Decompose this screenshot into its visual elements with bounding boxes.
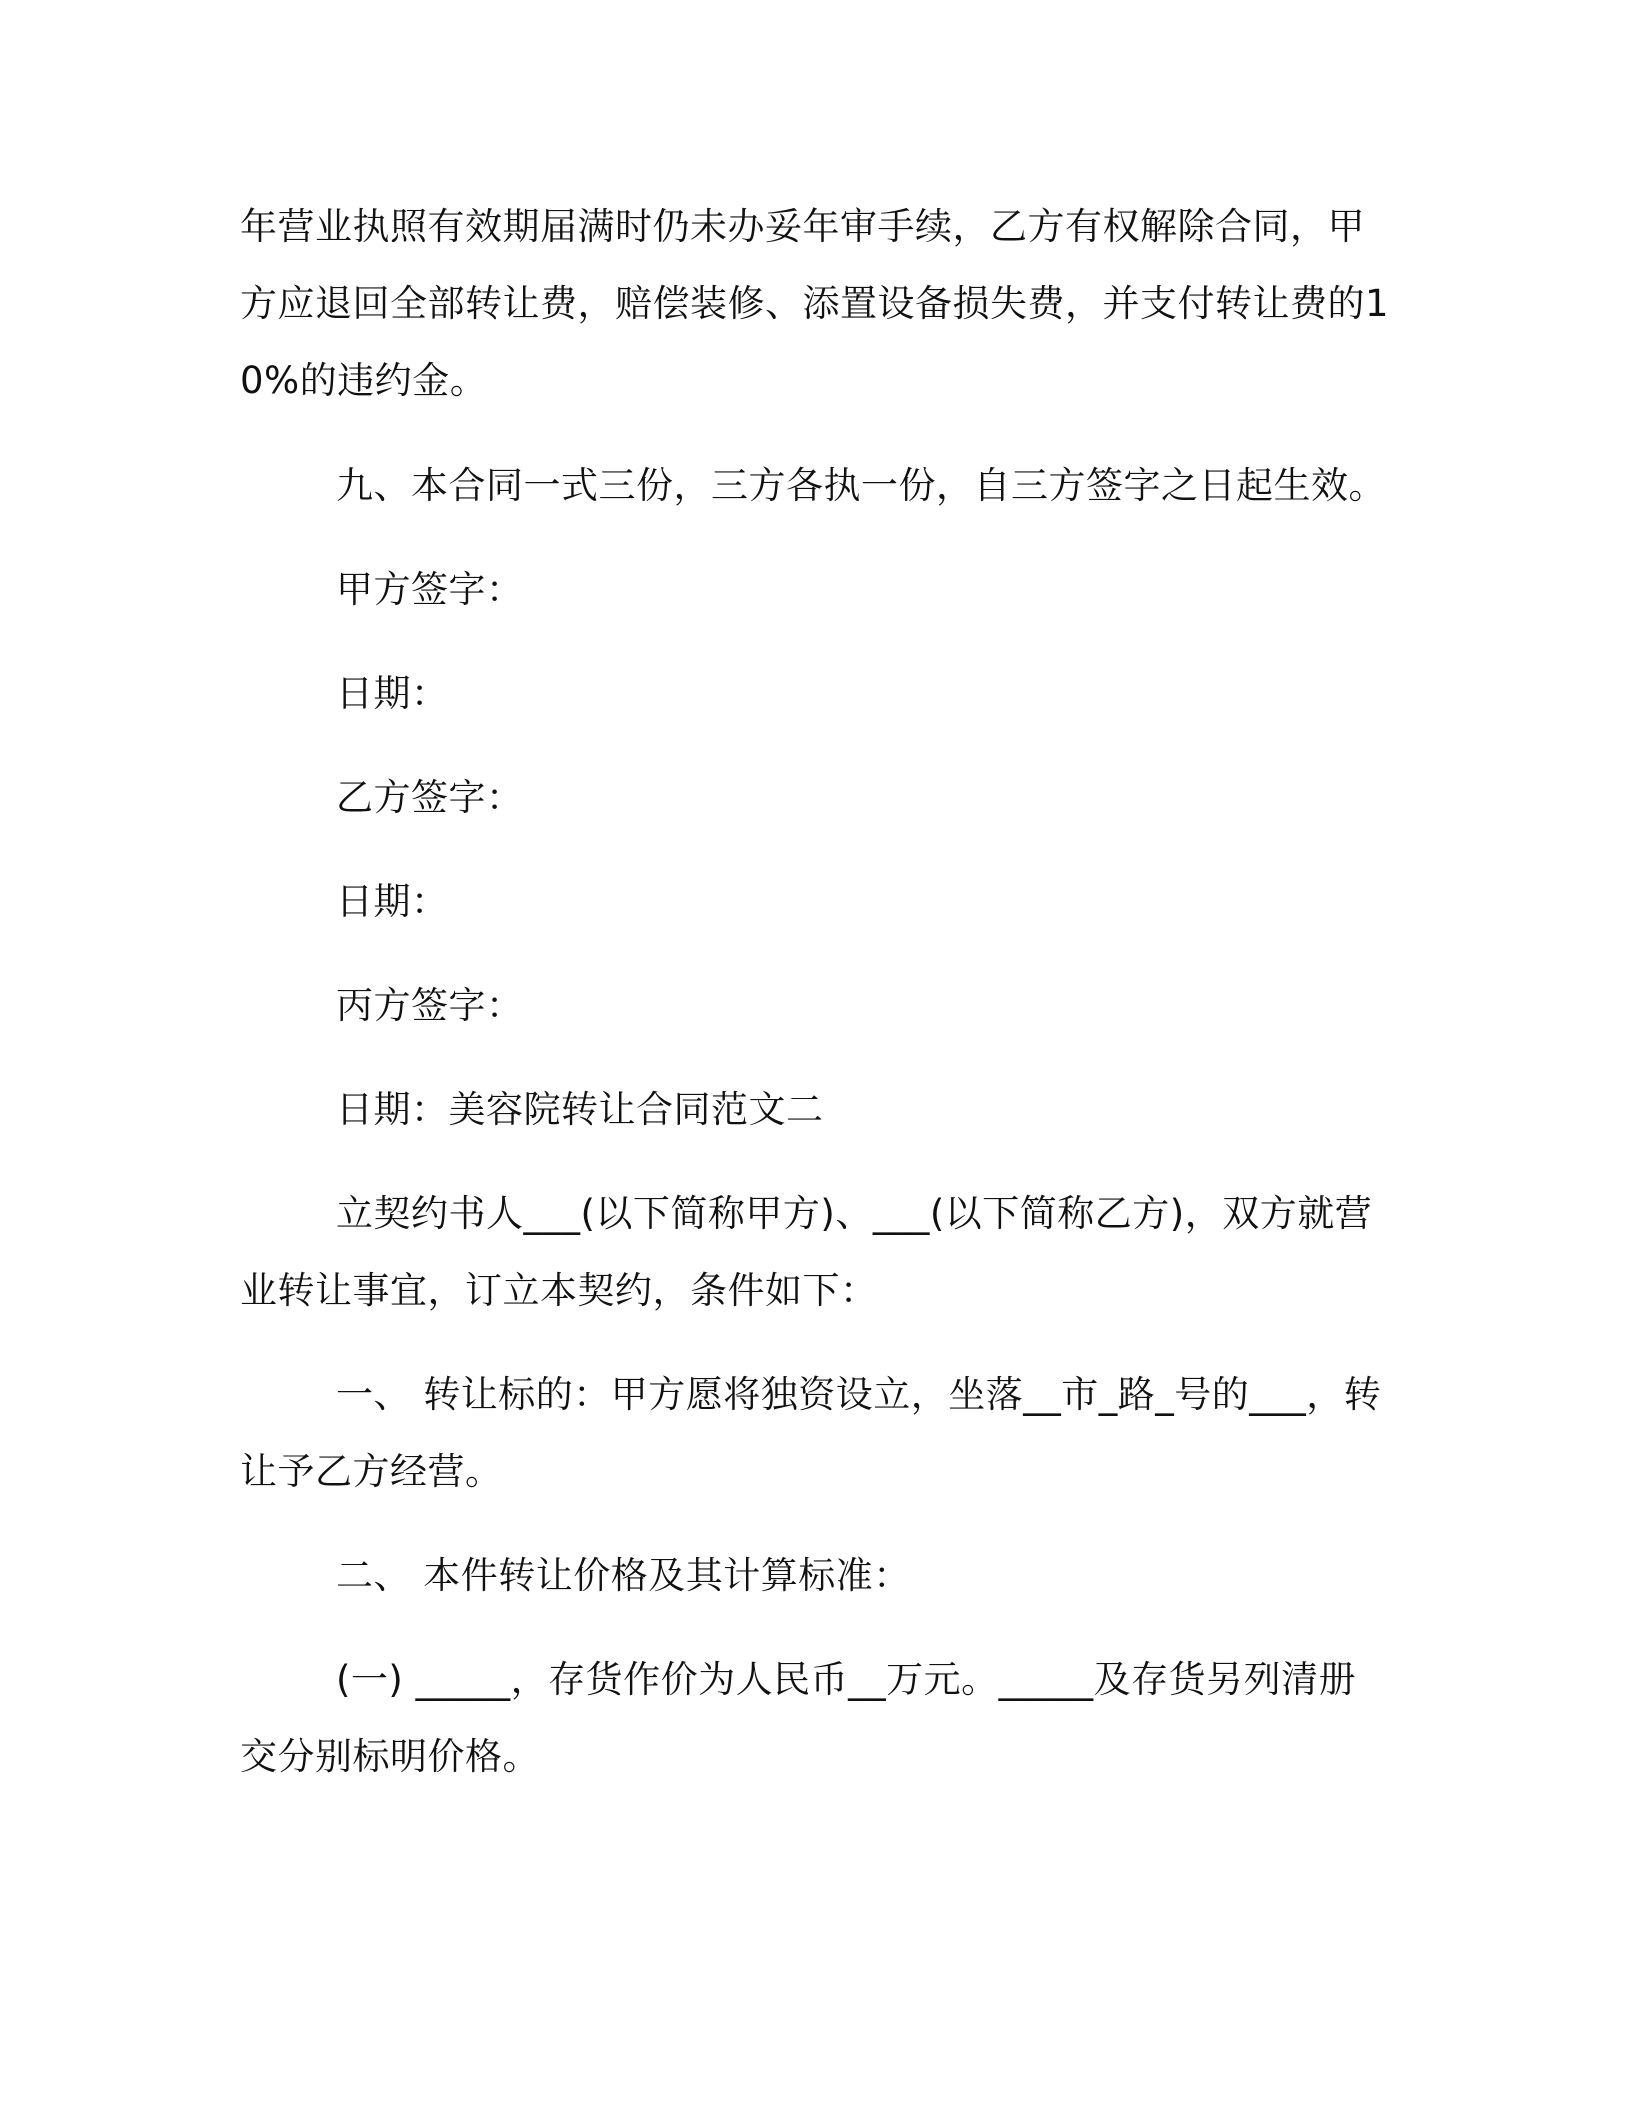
paragraph-clause-nine: 九、本合同一式三份，三方各执一份，自三方签字之日起生效。 (336, 464, 1386, 507)
paragraph-penalty-clause: 年营业执照有效期届满时仍未办妥年审手续，乙方有权解除合同，甲方应退回全部转让费，赔偿装修、添置设备损失费，并支付转让费的10%的违约金。 (240, 205, 1390, 402)
paragraph-transfer-price-heading: 二、 本件转让价格及其计算标准： (336, 1554, 911, 1597)
paragraph-transfer-subject: 一、 转让标的：甲方愿将独资设立，坐落__市_路_号的___，转让予乙方经营。 (240, 1373, 1382, 1493)
party-a-signature-label: 甲方签字： (336, 568, 524, 611)
party-a-date-label: 日期： (336, 672, 449, 715)
paragraph-inventory-price: (一) _____，存货作价为人民币__万元。_____及存货另列清册交分别标明价格。 (240, 1658, 1357, 1778)
party-c-date-and-section-title: 日期：美容院转让合同范文二 (336, 1088, 824, 1131)
paragraph-contract-parties: 立契约书人___(以下简称甲方)、___(以下简称乙方)，双方就营业转让事宜，订立本契约，条件如下： (240, 1192, 1373, 1312)
document-body (240, 188, 1390, 1795)
party-b-date-label: 日期： (336, 880, 449, 923)
party-b-signature-label: 乙方签字： (336, 776, 524, 819)
party-c-signature-label: 丙方签字： (336, 984, 524, 1027)
